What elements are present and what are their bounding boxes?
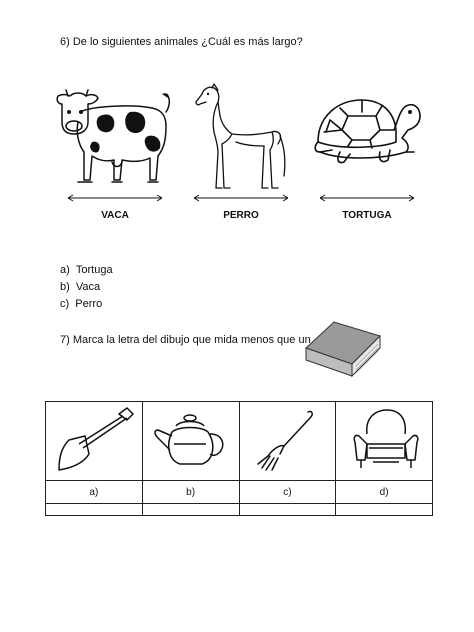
question-6-options — [60, 262, 113, 313]
length-arrow — [318, 194, 416, 202]
choice-label-d[interactable]: d) — [336, 481, 433, 504]
length-arrow — [192, 194, 290, 202]
option-c[interactable]: c) Perro — [60, 298, 103, 310]
dog-icon — [192, 80, 288, 192]
turtle-icon — [310, 90, 422, 172]
question-6-prompt: 6) De lo siguientes animales ¿Cuál es más largo? — [60, 36, 303, 48]
fork-icon — [242, 404, 332, 474]
shovel-icon — [49, 404, 139, 474]
question-7-prompt: 7) Marca la letra del dibujo que mida menos que un — [60, 334, 311, 346]
animal-label-dog: PERRO — [223, 210, 259, 221]
length-arrow — [66, 194, 164, 202]
choice-label-b[interactable]: b) — [142, 481, 239, 504]
animal-label-cow: VACA — [101, 210, 129, 221]
blank-cell — [336, 504, 433, 516]
choice-label-c[interactable]: c) — [239, 481, 336, 504]
book-icon — [304, 318, 382, 380]
choice-label-a[interactable]: a) — [46, 481, 143, 504]
blank-cell — [239, 504, 336, 516]
option-a[interactable]: a) Tortuga — [60, 264, 113, 276]
teapot-icon — [146, 404, 236, 474]
armchair-icon — [339, 404, 429, 474]
choice-cell-c[interactable] — [239, 402, 336, 481]
animal-label-turtle: TORTUGA — [342, 210, 392, 221]
blank-cell — [46, 504, 143, 516]
choices-table — [45, 401, 433, 516]
option-b[interactable]: b) Vaca — [60, 281, 101, 293]
blank-cell — [142, 504, 239, 516]
choice-cell-b[interactable] — [142, 402, 239, 481]
choice-cell-d[interactable] — [336, 402, 433, 481]
choice-cell-a[interactable] — [46, 402, 143, 481]
cow-icon — [52, 82, 172, 190]
